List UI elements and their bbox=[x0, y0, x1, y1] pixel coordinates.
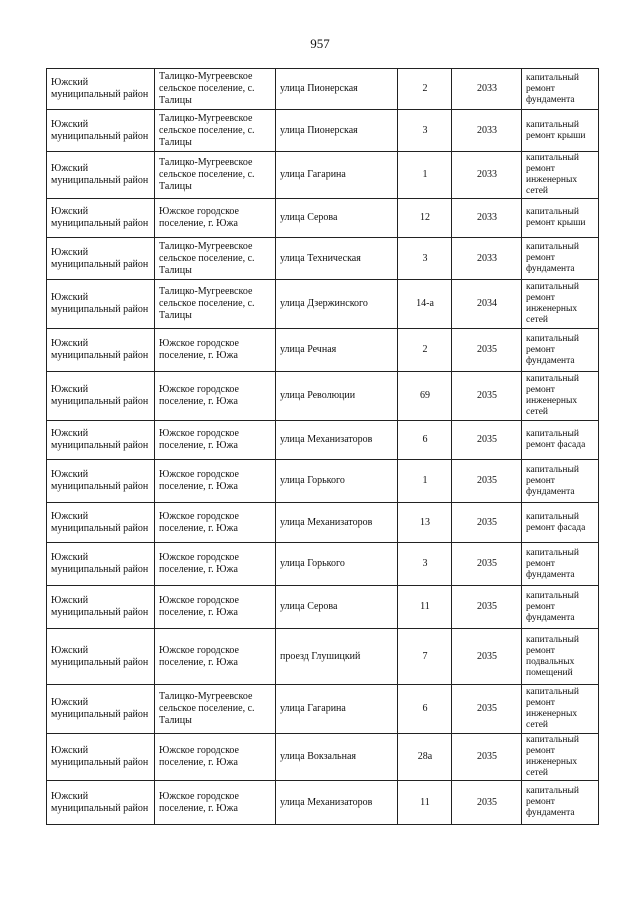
house-number-cell: 3 bbox=[398, 110, 452, 152]
district-cell: Южский муниципальный район bbox=[47, 238, 155, 280]
settlement-cell: Талицко-Мугреевское сельское поселение, с. Талицы bbox=[155, 69, 276, 110]
settlement-cell: Южское городское поселение, г. Южа bbox=[155, 372, 276, 421]
district-cell: Южский муниципальный район bbox=[47, 152, 155, 199]
work-type-cell: капитальный ремонт крыши bbox=[522, 110, 599, 152]
district-cell: Южский муниципальный район bbox=[47, 734, 155, 781]
house-number-cell: 2 bbox=[398, 69, 452, 110]
year-cell: 2035 bbox=[452, 629, 522, 685]
house-number-cell: 3 bbox=[398, 543, 452, 586]
table-row bbox=[47, 685, 599, 734]
district-cell: Южский муниципальный район bbox=[47, 543, 155, 586]
year-cell: 2035 bbox=[452, 586, 522, 629]
street-cell: улица Горького bbox=[276, 543, 398, 586]
table-row bbox=[47, 329, 599, 372]
year-cell: 2033 bbox=[452, 69, 522, 110]
house-number-cell: 3 bbox=[398, 238, 452, 280]
work-type-cell: капитальный ремонт фундамента bbox=[522, 238, 599, 280]
district-cell: Южский муниципальный район bbox=[47, 460, 155, 503]
year-cell: 2035 bbox=[452, 460, 522, 503]
street-cell: улица Техническая bbox=[276, 238, 398, 280]
settlement-cell: Талицко-Мугреевское сельское поселение, с. Талицы bbox=[155, 685, 276, 734]
table-row bbox=[47, 734, 599, 781]
district-cell: Южский муниципальный район bbox=[47, 329, 155, 372]
table-row bbox=[47, 372, 599, 421]
year-cell: 2035 bbox=[452, 503, 522, 543]
street-cell: улица Механизаторов bbox=[276, 421, 398, 460]
table-row bbox=[47, 629, 599, 685]
year-cell: 2035 bbox=[452, 543, 522, 586]
house-number-cell: 69 bbox=[398, 372, 452, 421]
work-type-cell: капитальный ремонт инженерных сетей bbox=[522, 685, 599, 734]
table-row bbox=[47, 503, 599, 543]
settlement-cell: Южское городское поселение, г. Южа bbox=[155, 503, 276, 543]
settlement-cell: Талицко-Мугреевское сельское поселение, с. Талицы bbox=[155, 110, 276, 152]
table-row bbox=[47, 69, 599, 110]
work-type-cell: капитальный ремонт фасада bbox=[522, 503, 599, 543]
year-cell: 2035 bbox=[452, 685, 522, 734]
street-cell: улица Механизаторов bbox=[276, 503, 398, 543]
work-type-cell: капитальный ремонт инженерных сетей bbox=[522, 152, 599, 199]
work-type-cell: капитальный ремонт фундамента bbox=[522, 329, 599, 372]
table-row bbox=[47, 110, 599, 152]
work-type-cell: капитальный ремонт фундамента bbox=[522, 460, 599, 503]
year-cell: 2035 bbox=[452, 781, 522, 825]
year-cell: 2035 bbox=[452, 329, 522, 372]
district-cell: Южский муниципальный район bbox=[47, 372, 155, 421]
year-cell: 2035 bbox=[452, 421, 522, 460]
district-cell: Южский муниципальный район bbox=[47, 110, 155, 152]
table-row bbox=[47, 152, 599, 199]
street-cell: улица Гагарина bbox=[276, 685, 398, 734]
settlement-cell: Южское городское поселение, г. Южа bbox=[155, 629, 276, 685]
table-row bbox=[47, 421, 599, 460]
year-cell: 2033 bbox=[452, 238, 522, 280]
street-cell: проезд Глушицкий bbox=[276, 629, 398, 685]
street-cell: улица Вокзальная bbox=[276, 734, 398, 781]
table-row bbox=[47, 586, 599, 629]
settlement-cell: Южское городское поселение, г. Южа bbox=[155, 460, 276, 503]
house-number-cell: 11 bbox=[398, 586, 452, 629]
district-cell: Южский муниципальный район bbox=[47, 199, 155, 238]
house-number-cell: 2 bbox=[398, 329, 452, 372]
year-cell: 2033 bbox=[452, 110, 522, 152]
repair-schedule-table bbox=[46, 68, 599, 825]
year-cell: 2033 bbox=[452, 199, 522, 238]
district-cell: Южский муниципальный район bbox=[47, 421, 155, 460]
street-cell: улица Горького bbox=[276, 460, 398, 503]
district-cell: Южский муниципальный район bbox=[47, 685, 155, 734]
work-type-cell: капитальный ремонт крыши bbox=[522, 199, 599, 238]
house-number-cell: 12 bbox=[398, 199, 452, 238]
work-type-cell: капитальный ремонт фундамента bbox=[522, 781, 599, 825]
settlement-cell: Талицко-Мугреевское сельское поселение, с. Талицы bbox=[155, 238, 276, 280]
year-cell: 2035 bbox=[452, 372, 522, 421]
street-cell: улица Дзержинского bbox=[276, 280, 398, 329]
house-number-cell: 1 bbox=[398, 460, 452, 503]
settlement-cell: Южское городское поселение, г. Южа bbox=[155, 199, 276, 238]
house-number-cell: 13 bbox=[398, 503, 452, 543]
year-cell: 2033 bbox=[452, 152, 522, 199]
work-type-cell: капитальный ремонт инженерных сетей bbox=[522, 734, 599, 781]
work-type-cell: капитальный ремонт фасада bbox=[522, 421, 599, 460]
settlement-cell: Южское городское поселение, г. Южа bbox=[155, 734, 276, 781]
table-row bbox=[47, 280, 599, 329]
street-cell: улица Речная bbox=[276, 329, 398, 372]
district-cell: Южский муниципальный район bbox=[47, 586, 155, 629]
street-cell: улица Механизаторов bbox=[276, 781, 398, 825]
settlement-cell: Южское городское поселение, г. Южа bbox=[155, 329, 276, 372]
year-cell: 2035 bbox=[452, 734, 522, 781]
work-type-cell: капитальный ремонт фундамента bbox=[522, 586, 599, 629]
house-number-cell: 1 bbox=[398, 152, 452, 199]
house-number-cell: 6 bbox=[398, 685, 452, 734]
table-row bbox=[47, 199, 599, 238]
district-cell: Южский муниципальный район bbox=[47, 69, 155, 110]
house-number-cell: 6 bbox=[398, 421, 452, 460]
house-number-cell: 11 bbox=[398, 781, 452, 825]
house-number-cell: 7 bbox=[398, 629, 452, 685]
street-cell: улица Пионерская bbox=[276, 110, 398, 152]
house-number-cell: 28а bbox=[398, 734, 452, 781]
table-row bbox=[47, 543, 599, 586]
table-row bbox=[47, 460, 599, 503]
settlement-cell: Южское городское поселение, г. Южа bbox=[155, 781, 276, 825]
work-type-cell: капитальный ремонт инженерных сетей bbox=[522, 280, 599, 329]
street-cell: улица Пионерская bbox=[276, 69, 398, 110]
street-cell: улица Серова bbox=[276, 199, 398, 238]
settlement-cell: Талицко-Мугреевское сельское поселение, с. Талицы bbox=[155, 152, 276, 199]
street-cell: улица Революции bbox=[276, 372, 398, 421]
table-row bbox=[47, 781, 599, 825]
table-body bbox=[47, 69, 599, 825]
page-number: 957 bbox=[310, 36, 330, 51]
year-cell: 2034 bbox=[452, 280, 522, 329]
work-type-cell: капитальный ремонт подвальных помещений bbox=[522, 629, 599, 685]
work-type-cell: капитальный ремонт фундамента bbox=[522, 69, 599, 110]
district-cell: Южский муниципальный район bbox=[47, 280, 155, 329]
table-row bbox=[47, 238, 599, 280]
house-number-cell: 14-а bbox=[398, 280, 452, 329]
settlement-cell: Южское городское поселение, г. Южа bbox=[155, 543, 276, 586]
settlement-cell: Южское городское поселение, г. Южа bbox=[155, 421, 276, 460]
street-cell: улица Гагарина bbox=[276, 152, 398, 199]
settlement-cell: Талицко-Мугреевское сельское поселение, с. Талицы bbox=[155, 280, 276, 329]
street-cell: улица Серова bbox=[276, 586, 398, 629]
work-type-cell: капитальный ремонт инженерных сетей bbox=[522, 372, 599, 421]
district-cell: Южский муниципальный район bbox=[47, 781, 155, 825]
work-type-cell: капитальный ремонт фундамента bbox=[522, 543, 599, 586]
district-cell: Южский муниципальный район bbox=[47, 503, 155, 543]
district-cell: Южский муниципальный район bbox=[47, 629, 155, 685]
settlement-cell: Южское городское поселение, г. Южа bbox=[155, 586, 276, 629]
